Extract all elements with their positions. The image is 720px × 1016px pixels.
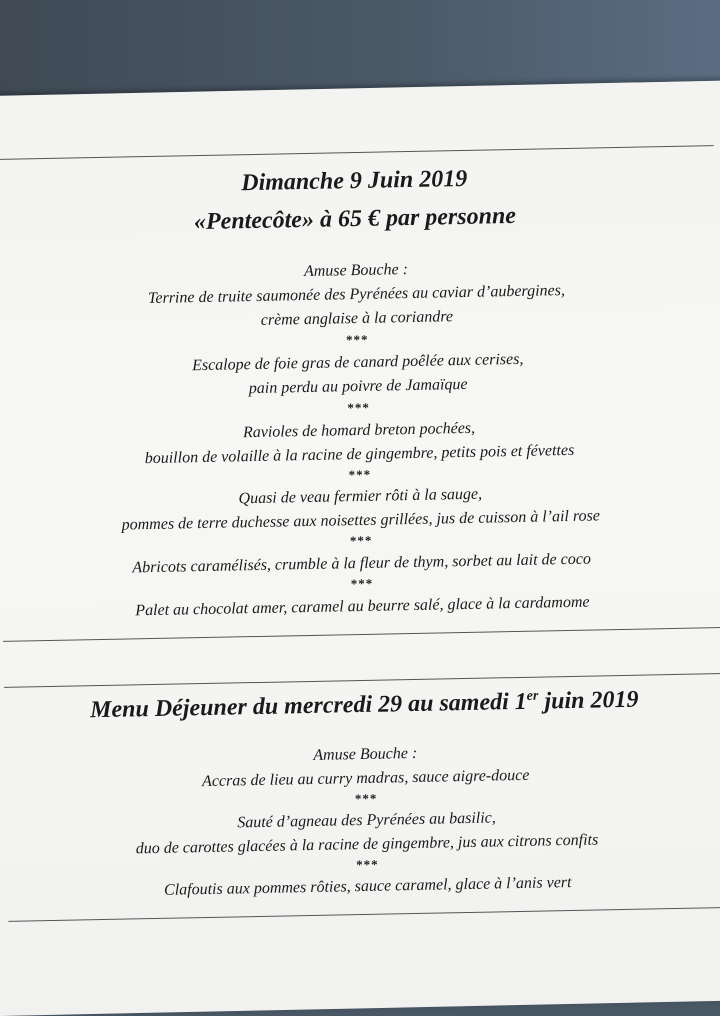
menu2-amuse-label: Amuse Bouche : [313,744,418,764]
menu2-course3: Clafoutis aux pommes rôties, sauce caramel, glace à l’anis vert [163,874,572,899]
divider-middle-2 [4,673,720,688]
menu2-title [4,685,720,726]
menu2-title-end: juin 2019 [538,686,639,715]
menu2-course2-line1: Sauté d’agneau des Pyrénées au basilic, [237,809,496,832]
menu2-course2-line2: duo de carottes glacées à la racine de gingembre, jus aux citrons confits [135,831,599,858]
menu2-title-sup: er [526,688,539,704]
menu1-date: Dimanche 9 Juin 2019 [241,165,468,197]
menu1-course3-line1: Ravioles de homard breton pochées, [242,419,476,442]
menu2-course1: Accras de lieu au curry madras, sauce aigre-douce [201,766,530,791]
menu1-separator: *** [350,575,374,592]
divider-bottom [8,907,720,922]
menu1-course3-line2: bouillon de volaille à la racine de gingembre, petits pois et févettes [144,441,575,468]
menu1-separator: *** [345,331,369,348]
menu1-amuse-label: Amuse Bouche : [303,261,409,281]
menu1-separator: *** [347,399,371,416]
menu1-course2-line2: pain perdu au poivre de Jamaïque [248,375,468,398]
menu1-separator: *** [349,532,373,549]
menu2-separator: *** [355,856,379,873]
menu1-course5: Abricots caramélisés, crumble à la fleur de thym, sorbet au lait de coco [132,550,592,577]
menu2-separator: *** [354,790,378,807]
menu1-course1-line2: crème anglaise à la coriandre [260,308,454,329]
menu1-course4-line1: Quasi de veau fermier rôti à la sauge, [238,485,483,508]
menu1-separator: *** [348,466,372,483]
menu1-course2-line1: Escalope de foie gras de canard poêlée aux cerises, [191,350,524,375]
divider-middle-1 [3,627,720,642]
menu1-course4-line2: pommes de terre duchesse aux noisettes grillées, jus de cuisson à l’ail rose [121,507,601,534]
menu1-course6: Palet au chocolat amer, caramel au beurre salé, glace à la cardamome [135,593,590,620]
menu2-title-main: Menu Déjeuner du mercredi 29 au samedi 1 [89,688,528,724]
divider-top [0,145,714,160]
menu1-subtitle: «Pentecôte» à 65 € par personne [193,202,517,236]
menu1-course1-line1: Terrine de truite saumonée des Pyrénées au caviar d’aubergines, [147,282,566,308]
